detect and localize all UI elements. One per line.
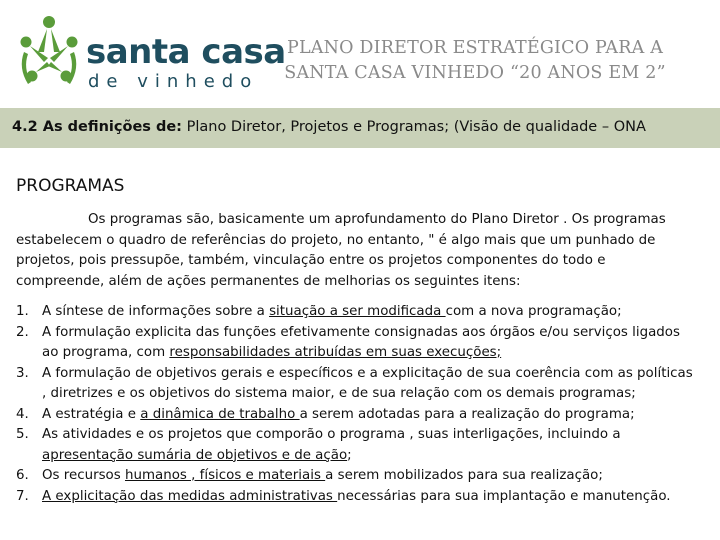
logo-subtitle: de vinhedo xyxy=(88,71,259,92)
page-title xyxy=(250,36,700,86)
item-text: A formulação explicita das funções efetivamente consignadas aos órgãos e/ou serviços ligados ao programa, com xyxy=(42,324,680,360)
list-item xyxy=(16,425,700,466)
list-item xyxy=(16,405,700,426)
item-text: As atividades e os projetos que comporão o programa , suas interligações, incluindo a xyxy=(42,427,621,442)
item-text: A formulação de objetivos gerais e específicos e a explicitação de sua coerência com as políticas , diretrizes e os objetivos do sistema maior, e de sua relação com os demais programas; xyxy=(42,365,693,401)
list-item xyxy=(16,487,700,508)
intro-paragraph xyxy=(16,210,688,292)
item-number: 2. xyxy=(16,324,29,340)
title-line-2: SANTA CASA VINHEDO “20 ANOS EM 2” xyxy=(284,63,666,83)
item-number: 1. xyxy=(16,304,29,319)
item-underlined: a dinâmica de trabalho xyxy=(140,406,300,422)
logo-name: santa casa xyxy=(86,32,286,72)
item-number: 7. xyxy=(16,488,29,504)
item-underlined: humanos , físicos e materiais xyxy=(124,468,326,483)
item-text-end: a serem adotadas para a realização do programa; xyxy=(299,406,635,422)
banner-rest: Plano Diretor, Projetos e Programas; (Visão de qualidade – ONA xyxy=(181,119,646,135)
item-number: 6. xyxy=(16,468,29,483)
section-banner xyxy=(0,108,720,148)
title-line-1: PLANO DIRETOR ESTRATÉGICO PARA A xyxy=(286,38,664,58)
list-item xyxy=(16,466,700,487)
item-text: A síntese de informações sobre a xyxy=(42,304,270,319)
banner-text xyxy=(12,119,646,135)
item-number: 4. xyxy=(16,406,29,422)
item-underlined: A explicitação das medidas administrativas xyxy=(42,488,338,504)
list-item xyxy=(16,302,700,323)
items-list xyxy=(16,302,700,507)
logo xyxy=(14,12,286,94)
item-number: 3. xyxy=(16,365,29,381)
item-underlined: responsabilidades atribuídas em suas execuções; xyxy=(169,345,502,360)
item-text-end: necessárias para sua implantação e manutenção. xyxy=(337,488,671,504)
item-text-end: com a nova programação; xyxy=(445,304,622,319)
item-text: A estratégia e xyxy=(42,406,141,422)
list-item xyxy=(16,364,700,405)
people-circle-icon xyxy=(14,12,84,92)
item-underlined: apresentação sumária de objetivos e de ação xyxy=(42,447,348,463)
list-item xyxy=(16,323,700,364)
section-heading: PROGRAMAS xyxy=(16,176,125,196)
item-underlined: situação a ser modificada xyxy=(269,304,446,319)
item-number: 5. xyxy=(16,427,29,442)
item-text: Os recursos xyxy=(42,468,125,483)
item-text-end: a serem mobilizados para sua realização; xyxy=(325,468,603,483)
intro-text: Os programas são, basicamente um aprofundamento do Plano Diretor . Os programas estabelecem o quadro de referências do projeto, no entanto, " é algo mais que um punhado de projetos, pois pressupõe, também, vinculação entre os projetos componentes do todo e compreende, além de ações permanentes de melhorias os seguintes itens: xyxy=(16,212,666,289)
item-text-end: ; xyxy=(347,447,352,463)
banner-bold: 4.2 As definições de: xyxy=(12,119,182,135)
